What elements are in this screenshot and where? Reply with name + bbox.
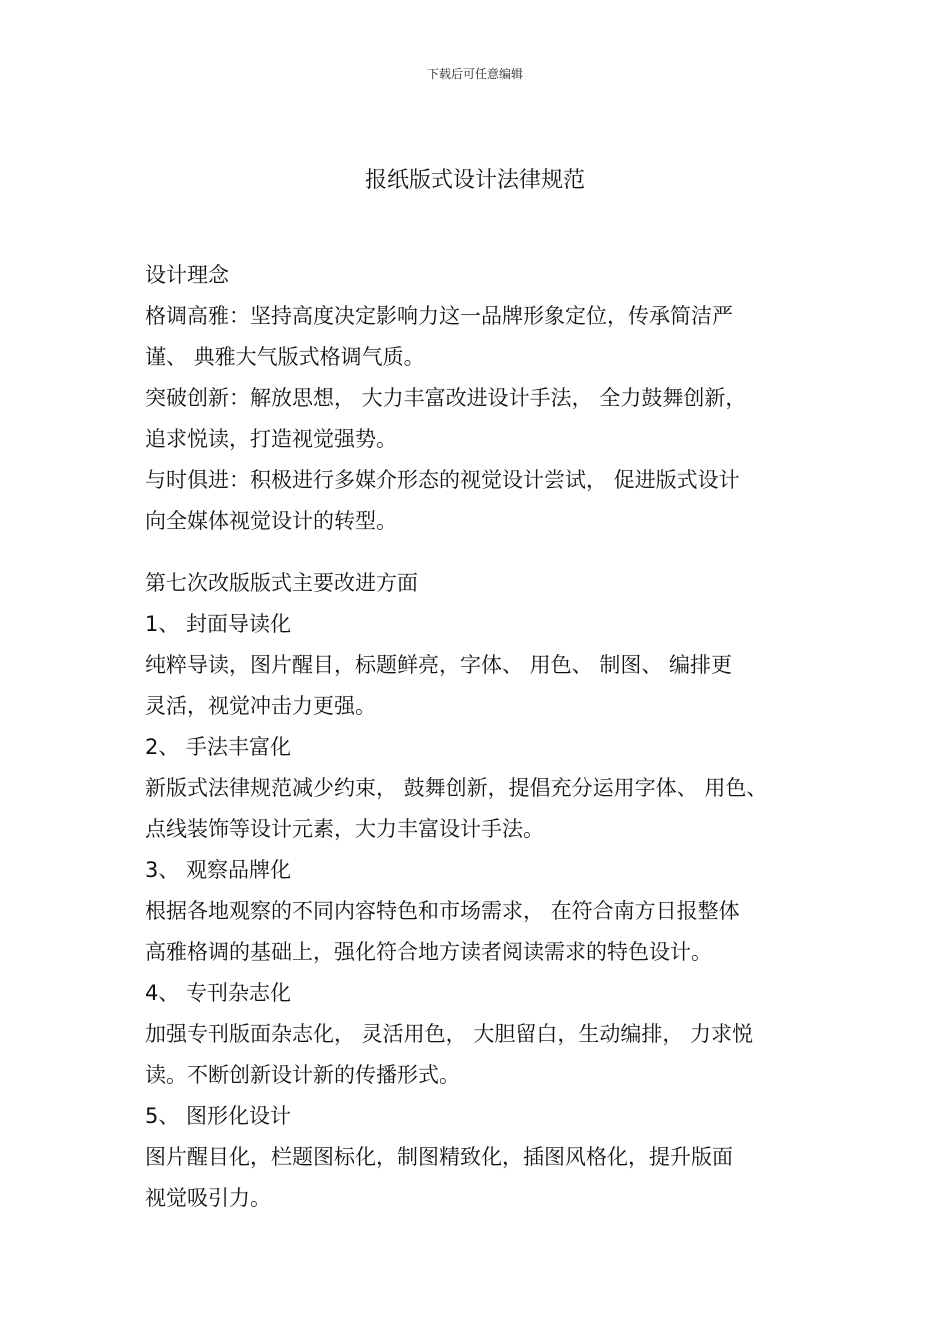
paragraph-line: 灵活，视觉冲击力更强。	[145, 694, 376, 718]
section-heading-improvements: 第七次改版版式主要改进方面	[145, 571, 418, 595]
list-item-heading: 1、 封面导读化	[145, 612, 292, 636]
paragraph-line: 图片醒目化，栏题图标化，制图精致化，插图风格化，提升版面	[145, 1145, 733, 1169]
document-title: 报纸版式设计法律规范	[364, 168, 585, 193]
paragraph-line: 谨、 典雅大气版式格调气质。	[145, 345, 425, 369]
section-spacer	[145, 542, 835, 563]
paragraph-line: 视觉吸引力。	[145, 1186, 271, 1210]
paragraph-line: 突破创新：解放思想， 大力丰富改进设计手法， 全力鼓舞创新，	[145, 386, 747, 410]
list-item-heading: 4、 专刊杂志化	[145, 981, 292, 1005]
paragraph-line: 纯粹导读，图片醒目，标题鲜亮，字体、 用色、 制图、 编排更	[145, 653, 733, 677]
paragraph-line: 加强专刊版面杂志化， 灵活用色， 大胆留白，生动编排， 力求悦	[145, 1022, 754, 1046]
paragraph-line: 新版式法律规范减少约束， 鼓舞创新，提倡充分运用字体、 用色、	[145, 776, 768, 800]
list-item-heading: 5、 图形化设计	[145, 1104, 292, 1128]
page-header-note: 下载后可任意编辑	[426, 67, 523, 81]
section-heading-design-concept: 设计理念	[145, 263, 229, 287]
paragraph-line: 格调高雅：坚持高度决定影响力这一品牌形象定位，传承简洁严	[145, 304, 733, 328]
paragraph-line: 点线装饰等设计元素，大力丰富设计手法。	[145, 817, 544, 841]
document-body	[145, 255, 835, 1219]
paragraph-line: 追求悦读，打造视觉强势。	[145, 427, 397, 451]
paragraph-line: 与时俱进：积极进行多媒介形态的视觉设计尝试， 促进版式设计	[145, 468, 740, 492]
paragraph-line: 高雅格调的基础上，强化符合地方读者阅读需求的特色设计。	[145, 940, 712, 964]
paragraph-line: 向全媒体视觉设计的转型。	[145, 509, 397, 533]
paragraph-line: 根据各地观察的不同内容特色和市场需求， 在符合南方日报整体	[145, 899, 740, 923]
list-item-heading: 2、 手法丰富化	[145, 735, 292, 759]
paragraph-line: 读。不断创新设计新的传播形式。	[145, 1063, 460, 1087]
list-item-heading: 3、 观察品牌化	[145, 858, 292, 882]
